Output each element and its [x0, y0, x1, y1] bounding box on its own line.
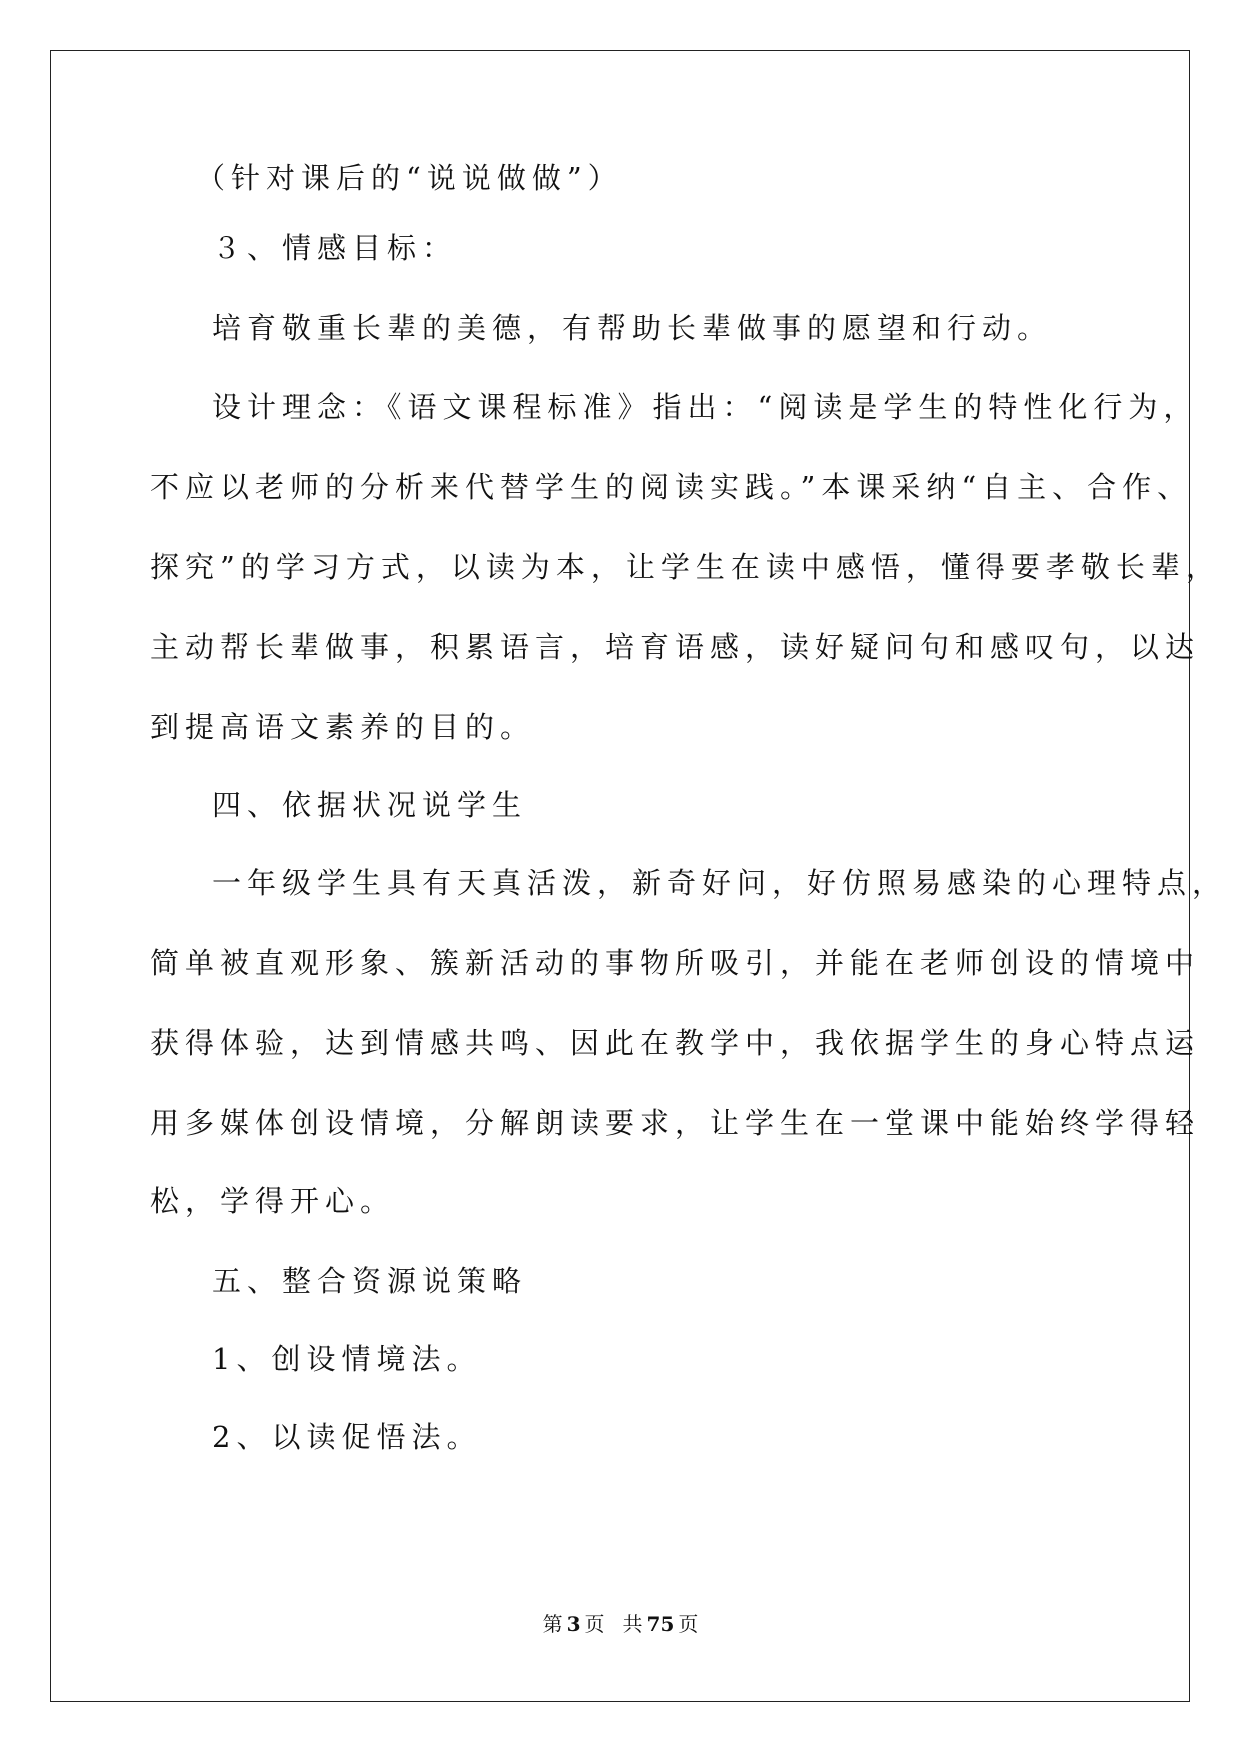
text-line-14: 松，学得开心。	[150, 1184, 396, 1218]
total-unit: 页	[678, 1612, 699, 1636]
page-footer	[0, 1608, 1241, 1637]
page-prefix: 第	[542, 1612, 563, 1636]
page-unit: 页	[584, 1612, 605, 1636]
text-line-10: 一年级学生具有天真活泼，新奇好问，好仿照易感染的心理特点，	[212, 866, 1228, 900]
total-page-number: 75	[646, 1612, 675, 1636]
text-line-5: 不应以老师的分析来代替学生的阅读实践。”本课采纳“自主、合作、	[150, 470, 1193, 504]
text-line-6: 探究”的学习方式，以读为本，让学生在读中感悟，懂得要孝敬长辈，	[150, 550, 1221, 584]
text-line-3: 培育敬重长辈的美德，有帮助长辈做事的愿望和行动。	[212, 311, 1053, 345]
text-line-8: 到提高语文素养的目的。	[150, 710, 536, 744]
text-line-12: 获得体验，达到情感共鸣、因此在教学中，我依据学生的身心特点运	[150, 1026, 1201, 1060]
text-line-2: ３、情感目标：	[212, 231, 458, 265]
list-item-1: 1、创设情境法。	[212, 1342, 482, 1376]
text-line-1: （针对课后的“说说做做”）	[196, 161, 623, 195]
section-heading-4: 四、依据状况说学生	[212, 788, 528, 822]
text-line-11: 简单被直观形象、簇新活动的事物所吸引，并能在老师创设的情境中	[150, 946, 1201, 980]
section-heading-5: 五、整合资源说策略	[212, 1264, 528, 1298]
total-prefix: 共	[622, 1612, 643, 1636]
list-item-2: 2、以读促悟法。	[212, 1420, 482, 1454]
text-line-7: 主动帮长辈做事，积累语言，培育语感，读好疑问句和感叹句，以达	[150, 630, 1201, 664]
text-line-4: 设计理念：《语文课程标准》指出：“阅读是学生的特性化行为，	[212, 390, 1199, 424]
current-page-number: 3	[566, 1612, 581, 1636]
text-line-13: 用多媒体创设情境，分解朗读要求，让学生在一堂课中能始终学得轻	[150, 1106, 1201, 1140]
